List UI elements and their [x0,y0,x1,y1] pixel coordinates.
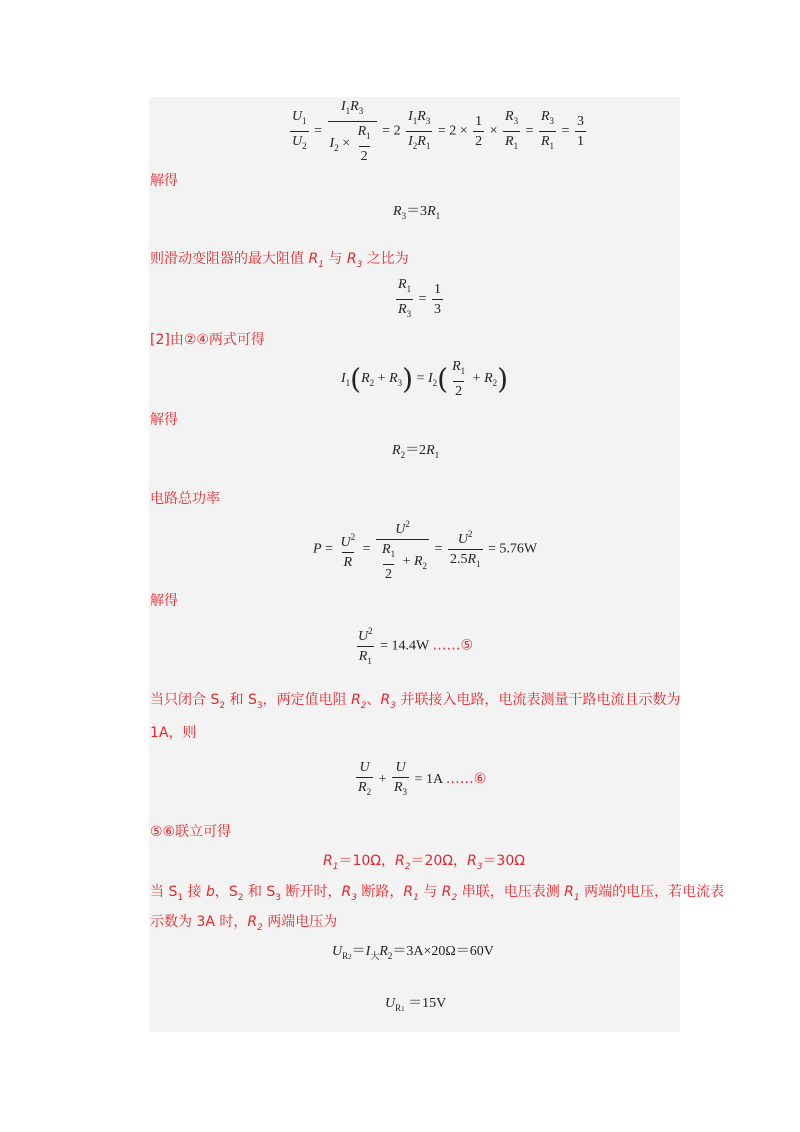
equation-ur2: $U_{R2}=I_大R_2=3A\times 20\Omega=60V$ [332,944,494,961]
paragraph-s1-to-b-line1: 当 $S_1$ 接 b，$S_2$ 和 $S_3$ 断开时，$R_3$ 断路，$R_1$ 与 $R_2$ 串联，电压表测 $R_1$ 两端的电压，若电流表 [150,884,725,903]
equation-parallel-current: $\frac{U}{R_2}$ + $\frac{U}{R_3}$ = 1A ……⑥ [354,760,486,800]
equation-r3-3r1: $R_3=3R_1$ [393,204,441,221]
label-ratio-intro: 则滑动变阻器的最大阻值 $R_1$ 与 $R_3$ 之比为 [150,251,409,270]
frac-r3-r1-a: $\frac{R_3}{R_1}$ [503,109,520,154]
equation-current-balance: $I_1(R_2 + R_3) = I_2$( $\frac{R_1}{2}$ + $R_2$) [341,359,509,399]
frac-u1-u2: $\frac{U_1}{U_2}$ [290,109,309,154]
frac-result-3-1: $\frac{3}{1}$ [576,114,584,149]
ur2-value: 3A×20Ω＝60V [406,944,494,959]
marker-5: ……⑤ [432,637,474,654]
paragraph-s2-s3-cont: 1A，则 [150,725,197,741]
label-jiede-1: 解得 [150,173,178,189]
label-jiede-3: 解得 [150,593,178,609]
u2r1-value: 14.4W [391,638,429,654]
label-step2: [2]由②④两式可得 [150,332,265,348]
current-value: 1A [425,772,443,788]
paragraph-s2-s3-closed: 当只闭合 $S_2$ 和 $S_3$，两定值电阻 $R_2$、$R_3$ 并联接入电路，电流表测量干路电流且示数为 [150,692,681,711]
ur1-value: 15V [422,996,447,1011]
equation-r2-2r1: $R_2=2R_1$ [392,443,440,460]
answer-sheet [149,97,725,1032]
paragraph-s1-to-b-line2: 示数为 3A 时，$R_2$ 两端电压为 [150,914,338,933]
frac-r3-r1-b: $\frac{R_3}{R_1}$ [539,109,556,154]
equation-voltage-ratio: $\frac{U_1}{U_2}$ = $I_1R_3$ $I_2$ × $\frac{R_1}{2}$ = 2 $\frac{I_1R_3}{I_2R_1}$ = 2 × $\frac{1}{2}$ × $\frac{R_3}{R_1}$ = $\frac{R_3}{R_1}$ = $\frac{3}{1}$ [292,99,584,164]
label-combine-56: ⑤⑥联立可得 [150,824,232,840]
marker-6: ……⑥ [445,771,487,788]
frac-i1r3-i2r1: $\frac{I_1R_3}{I_2R_1}$ [406,109,432,154]
equation-r1-over-r3: $\frac{R_1}{R_3}$ = $\frac{1}{3}$ [394,277,445,322]
equation-ur1: $U_{R1} =15V$ [385,996,447,1013]
label-total-power: 电路总功率 [150,491,220,507]
result-resistor-values: $R_1=10\Omega$，$R_2=20\Omega$，$R_3=30\Omega$ [323,853,525,872]
power-value: 5.76W [499,541,538,557]
equation-total-power: P = $\frac{U^2}{R}$ = $U^2$ $\frac{R_1}{2}$ + $R_2$ = $\frac{U^2}{2.5R_1}$ = 5.76W [313,519,538,582]
frac-i1r3-over-i2r1half: $I_1R_3$ $I_2$ × $\frac{R_1}{2}$ [328,99,377,164]
equation-u2-over-r1: $\frac{U^2}{R_1}$ = 14.4W ……⑤ [354,624,473,669]
frac-one-half: $\frac{1}{2}$ [475,114,483,149]
label-jiede-2: 解得 [150,412,178,428]
